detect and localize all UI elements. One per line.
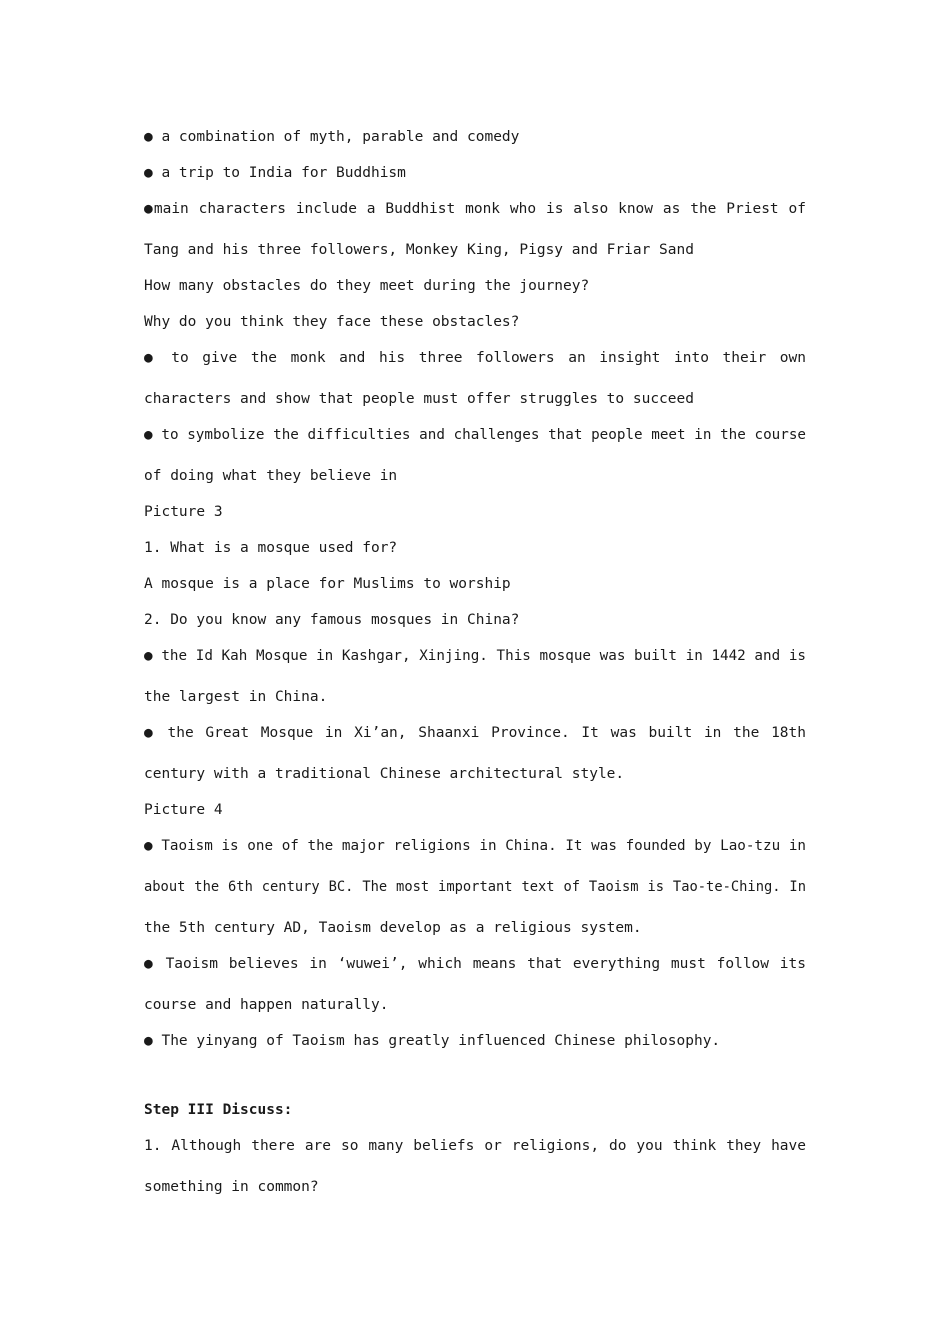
bullet-symbolize-continued: of doing what they believe in bbox=[144, 468, 398, 484]
heading-picture-4: Picture 4 bbox=[144, 802, 223, 818]
bullet-id-kah-mosque: ● the Id Kah Mosque in Kashgar, Xinjing. This mosque was built in 1442 and is bbox=[144, 648, 806, 664]
question-why-obstacles: Why do you think they face these obstacles? bbox=[144, 314, 520, 330]
bullet-yinyang: ● The yinyang of Taoism has greatly influenced Chinese philosophy. bbox=[144, 1033, 721, 1049]
bullet-great-mosque-continued: century with a traditional Chinese architectural style. bbox=[144, 766, 625, 782]
bullet-trip-to-india: ● a trip to India for Buddhism bbox=[144, 165, 406, 181]
question-famous-mosques: 2. Do you know any famous mosques in China? bbox=[144, 612, 520, 628]
bullet-myth-parable-comedy: ● a combination of myth, parable and comedy bbox=[144, 129, 520, 145]
bullet-taoism-wuwei-continued: course and happen naturally. bbox=[144, 997, 389, 1013]
main-characters-continued: Tang and his three followers, Monkey King, Pigsy and Friar Sand bbox=[144, 242, 694, 258]
bullet-taoism-system: the 5th century AD, Taoism develop as a religious system. bbox=[144, 920, 642, 936]
bullet-great-mosque: ● the Great Mosque in Xi’an, Shaanxi Province. It was built in the 18th bbox=[144, 725, 806, 741]
question-mosque-use: 1. What is a mosque used for? bbox=[144, 540, 398, 556]
discuss-question-1-continued: something in common? bbox=[144, 1179, 319, 1195]
heading-step-iii-discuss: Step III Discuss: bbox=[144, 1102, 293, 1118]
bullet-symbolize: ● to symbolize the difficulties and challenges that people meet in the course bbox=[144, 427, 806, 443]
answer-mosque-use: A mosque is a place for Muslims to worship bbox=[144, 576, 511, 592]
question-obstacles-count: How many obstacles do they meet during the journey? bbox=[144, 278, 590, 294]
heading-picture-3: Picture 3 bbox=[144, 504, 223, 520]
bullet-taoism-wuwei: ● Taoism believes in ‘wuwei’, which means that everything must follow its bbox=[144, 956, 806, 972]
discuss-question-1: 1. Although there are so many beliefs or religions, do you think they have bbox=[144, 1138, 806, 1154]
bullet-main-characters: ●main characters include a Buddhist monk who is also know as the Priest of bbox=[144, 201, 806, 217]
bullet-taoism-text: about the 6th century BC. The most important text of Taoism is Tao-te-Ching. In bbox=[144, 879, 806, 895]
bullet-id-kah-continued: the largest in China. bbox=[144, 689, 328, 705]
bullet-insight-continued: characters and show that people must offer struggles to succeed bbox=[144, 391, 694, 407]
bullet-insight: ● to give the monk and his three followers an insight into their own bbox=[144, 350, 806, 366]
bullet-taoism-major-religion: ● Taoism is one of the major religions in China. It was founded by Lao-tzu in bbox=[144, 838, 806, 854]
